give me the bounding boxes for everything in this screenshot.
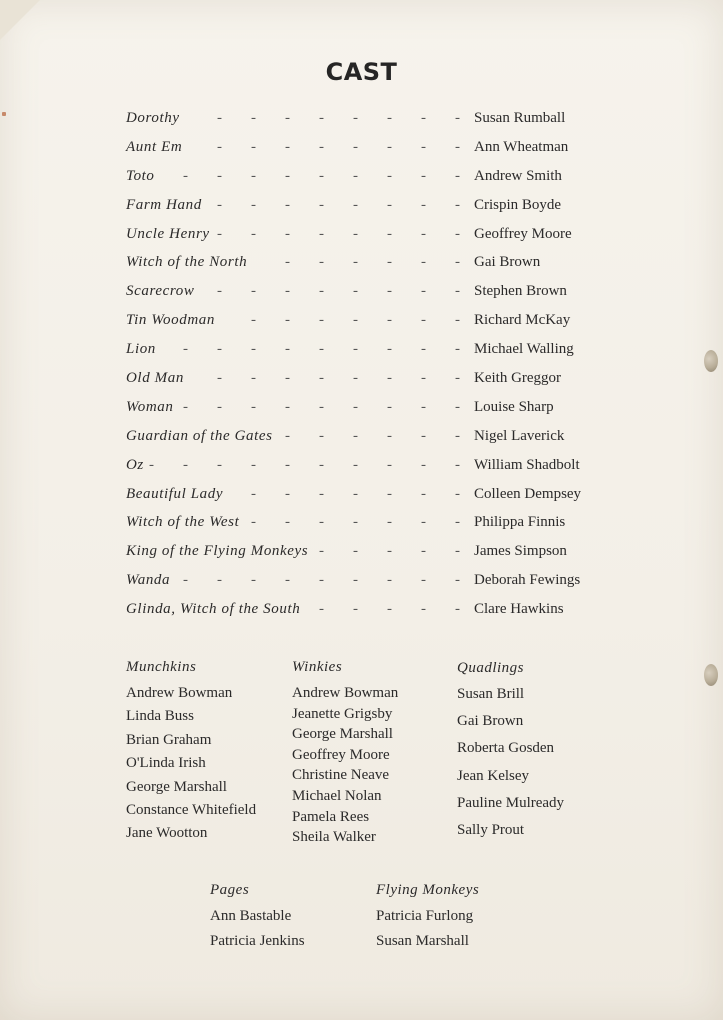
leader-dash: -: [319, 196, 324, 213]
cast-row: [126, 137, 596, 166]
group-member: Patricia Furlong: [376, 908, 474, 924]
cast-actor: Michael Walling: [474, 341, 574, 358]
leader-dash: -: [251, 312, 256, 329]
leader-dash: -: [285, 283, 290, 300]
leader-dash: -: [455, 370, 460, 387]
cast-row: [126, 541, 596, 570]
group-member: Susan Brill: [457, 686, 525, 702]
cast-actor: Andrew Smith: [474, 167, 562, 184]
group-member: Linda Buss: [126, 708, 194, 725]
cast-actor: Clare Hawkins: [474, 601, 564, 618]
cast-actor: Gai Brown: [474, 254, 541, 271]
leader-dash: -: [217, 283, 222, 300]
leader-dash: -: [421, 456, 426, 473]
leader-dash: -: [353, 572, 358, 589]
leader-dash: -: [217, 196, 222, 213]
leader-dash: -: [455, 225, 460, 242]
leader-dash: -: [421, 427, 426, 444]
leader-dash: -: [319, 110, 324, 126]
leader-dash: -: [353, 138, 358, 155]
leader-dash: -: [455, 196, 460, 213]
leader-dash: -: [353, 543, 358, 560]
group-member: Jane Wootton: [126, 825, 208, 842]
cast-actor: Louise Sharp: [474, 398, 554, 415]
cast-row: [126, 484, 596, 513]
cast-role: Tin Woodman: [126, 312, 215, 329]
leader-dash: -: [251, 370, 256, 387]
leader-dash: -: [353, 254, 358, 271]
leader-dash: -: [387, 196, 392, 213]
page-corner-fold: [0, 0, 40, 40]
cast-actor: Crispin Boyde: [474, 196, 562, 213]
leader-dash: -: [387, 398, 392, 415]
leader-dash: -: [455, 312, 460, 329]
group-flying-monkeys: [376, 880, 479, 956]
cast-role: Witch of the West: [126, 514, 240, 531]
leader-dash: -: [217, 225, 222, 242]
leader-dash: -: [421, 370, 426, 387]
cast-role: Oz: [126, 456, 144, 473]
group-winkies: [292, 657, 398, 848]
leader-dash: -: [251, 167, 256, 184]
group-member: Andrew Bowman: [126, 685, 233, 701]
leader-dash: -: [387, 138, 392, 155]
leader-dash: -: [421, 485, 426, 502]
group-member: Geoffrey Moore: [292, 746, 390, 763]
leader-dash: -: [319, 456, 324, 473]
leader-dash: -: [319, 225, 324, 242]
cast-actor: Keith Greggor: [474, 370, 562, 387]
leader-dash: -: [285, 514, 290, 531]
cast-role: Woman: [126, 398, 174, 415]
group-pages: [210, 880, 305, 956]
leader-dash: -: [421, 225, 426, 242]
group-member: Sally Prout: [457, 821, 525, 838]
leader-dash: -: [353, 225, 358, 242]
leader-dash: -: [421, 398, 426, 415]
leader-dash: -: [319, 167, 324, 184]
leader-dash: -: [251, 138, 256, 155]
group-heading: Quadlings: [457, 660, 525, 676]
cast-row: [126, 339, 596, 368]
leader-dash: -: [387, 601, 392, 618]
cast-list: [126, 108, 596, 628]
leader-dash: -: [387, 485, 392, 502]
group-member: Pamela Rees: [292, 808, 370, 825]
cast-row: [126, 281, 596, 310]
leader-dash: -: [353, 370, 358, 387]
leader-dash: -: [455, 283, 460, 300]
leader-dash: -: [319, 485, 324, 502]
group-member: Jean Kelsey: [457, 767, 530, 784]
leader-dash: -: [319, 341, 324, 358]
leader-dash: -: [251, 196, 256, 213]
cast-actor: Stephen Brown: [474, 283, 567, 300]
leader-dash: -: [387, 341, 392, 358]
leader-dash: -: [455, 572, 460, 589]
leader-dash: -: [455, 138, 460, 155]
leader-dash: -: [285, 110, 290, 126]
leader-dash: -: [217, 341, 222, 358]
leader-dash: -: [387, 427, 392, 444]
cast-row: [126, 426, 596, 455]
cast-row: [126, 512, 596, 541]
leader-dash: -: [353, 456, 358, 473]
cast-role: Scarecrow: [126, 283, 195, 300]
cast-role: Beautiful Lady: [126, 485, 224, 502]
leader-dash: -: [387, 514, 392, 531]
leader-dash: -: [285, 427, 290, 444]
leader-dash: -: [455, 485, 460, 502]
leader-dash: -: [353, 167, 358, 184]
leader-dash: -: [251, 572, 256, 589]
leader-dash: -: [353, 398, 358, 415]
cast-row: [126, 397, 596, 426]
leader-dash: -: [387, 167, 392, 184]
group-member: Patricia Jenkins: [210, 933, 305, 949]
group-member: Roberta Gosden: [457, 740, 555, 757]
leader-dash: -: [353, 312, 358, 329]
leader-dash: -: [319, 283, 324, 300]
cast-role: Witch of the North: [126, 254, 248, 271]
leader-dash: -: [251, 456, 256, 473]
leader-dash: -: [217, 138, 222, 155]
leader-dash: -: [387, 572, 392, 589]
leader-dash: -: [251, 398, 256, 415]
leader-dash: -: [455, 341, 460, 358]
leader-dash: -: [387, 543, 392, 560]
group-member: Christine Neave: [292, 767, 390, 784]
cast-actor: Philippa Finnis: [474, 514, 566, 531]
cast-actor: Nigel Laverick: [474, 427, 565, 444]
leader-dash: -: [183, 167, 188, 184]
leader-dash: -: [217, 110, 222, 126]
leader-dash: -: [353, 341, 358, 358]
leader-dash: -: [285, 312, 290, 329]
leader-dash: -: [319, 543, 324, 560]
leader-dash: -: [421, 110, 426, 126]
group-member: Jeanette Grigsby: [292, 705, 393, 722]
leader-dash: -: [285, 398, 290, 415]
leader-dash: -: [285, 196, 290, 213]
group-heading: Winkies: [292, 659, 343, 675]
cast-actor: Geoffrey Moore: [474, 225, 572, 242]
group-member: Michael Nolan: [292, 787, 382, 804]
group-member: George Marshall: [126, 778, 227, 795]
leader-dash: -: [387, 312, 392, 329]
page-title: CAST: [325, 58, 398, 86]
leader-dash: -: [421, 312, 426, 329]
leader-dash: -: [455, 110, 460, 126]
cast-actor: William Shadbolt: [474, 456, 580, 473]
leader-dash: -: [183, 341, 188, 358]
cast-row: [126, 599, 596, 628]
punch-hole-bottom: [704, 664, 718, 686]
leader-dash: -: [353, 427, 358, 444]
leader-dash: -: [353, 196, 358, 213]
leader-dash: -: [217, 370, 222, 387]
leader-dash: -: [217, 572, 222, 589]
group-quadlings: [457, 658, 564, 847]
paper-mark: [2, 112, 6, 116]
group-member: Sheila Walker: [292, 829, 376, 846]
leader-dash: -: [455, 456, 460, 473]
leader-dash: -: [353, 601, 358, 618]
cast-actor: James Simpson: [474, 543, 567, 560]
leader-dash: -: [251, 225, 256, 242]
group-heading: Munchkins: [126, 659, 197, 675]
leader-dash: -: [319, 138, 324, 155]
leader-dash: -: [285, 456, 290, 473]
group-member: Brian Graham: [126, 731, 212, 748]
group-member: Ann Bastable: [210, 908, 292, 924]
leader-dash: -: [319, 572, 324, 589]
leader-dash: -: [421, 196, 426, 213]
leader-dash: -: [251, 283, 256, 300]
group-member: Gai Brown: [457, 713, 524, 730]
cast-actor: Susan Rumball: [474, 110, 566, 126]
leader-dash: -: [285, 485, 290, 502]
leader-dash: -: [183, 572, 188, 589]
cast-role: Guardian of the Gates: [126, 427, 273, 444]
group-heading: Flying Monkeys: [376, 882, 480, 898]
leader-dash: -: [387, 283, 392, 300]
group-member: Susan Marshall: [376, 933, 469, 949]
leader-dash: -: [387, 254, 392, 271]
cast-role: Aunt Em: [126, 138, 183, 155]
cast-row: [126, 368, 596, 397]
leader-dash: -: [353, 485, 358, 502]
cast-actor: Ann Wheatman: [474, 138, 569, 155]
leader-dash: -: [319, 312, 324, 329]
leader-dash: -: [421, 283, 426, 300]
leader-dash: -: [387, 225, 392, 242]
leader-dash: -: [421, 572, 426, 589]
group-member: Constance Whitefield: [126, 801, 257, 818]
punch-hole-top: [704, 350, 718, 372]
cast-role: Dorothy: [126, 110, 180, 126]
leader-dash: -: [285, 341, 290, 358]
leader-dash: -: [285, 254, 290, 271]
leader-dash: -: [251, 110, 256, 126]
leader-dash: -: [319, 370, 324, 387]
leader-dash: -: [421, 514, 426, 531]
leader-dash: -: [455, 398, 460, 415]
group-munchkins: [126, 657, 256, 847]
group-member: George Marshall: [292, 726, 393, 743]
leader-dash: -: [217, 398, 222, 415]
leader-dash: -: [149, 456, 154, 473]
leader-dash: -: [421, 138, 426, 155]
cast-role: King of the Flying Monkeys: [126, 543, 309, 560]
group-member: Andrew Bowman: [292, 685, 399, 701]
leader-dash: -: [353, 110, 358, 126]
cast-role: Farm Hand: [126, 196, 202, 213]
leader-dash: -: [319, 427, 324, 444]
leader-dash: -: [421, 167, 426, 184]
group-member: O'Linda Irish: [126, 755, 206, 772]
cast-row: [126, 224, 596, 253]
cast-row: [126, 195, 596, 224]
leader-dash: -: [387, 370, 392, 387]
group-heading: Pages: [210, 882, 250, 898]
leader-dash: -: [183, 456, 188, 473]
leader-dash: -: [353, 514, 358, 531]
cast-actor: Richard McKay: [474, 312, 571, 329]
leader-dash: -: [421, 543, 426, 560]
cast-actor: Deborah Fewings: [474, 572, 581, 589]
leader-dash: -: [455, 514, 460, 531]
group-member: Pauline Mulready: [457, 794, 565, 811]
cast-row: [126, 108, 596, 137]
leader-dash: -: [285, 138, 290, 155]
leader-dash: -: [387, 456, 392, 473]
leader-dash: -: [251, 341, 256, 358]
cast-role: Toto: [126, 167, 155, 184]
cast-role: Uncle Henry: [126, 225, 210, 242]
leader-dash: -: [455, 601, 460, 618]
leader-dash: -: [319, 514, 324, 531]
leader-dash: -: [319, 398, 324, 415]
leader-dash: -: [251, 485, 256, 502]
cast-role: Lion: [126, 341, 156, 358]
leader-dash: -: [285, 225, 290, 242]
leader-dash: -: [421, 254, 426, 271]
leader-dash: -: [285, 167, 290, 184]
cast-role: Old Man: [126, 370, 184, 387]
leader-dash: -: [455, 543, 460, 560]
leader-dash: -: [319, 254, 324, 271]
cast-actor: Colleen Dempsey: [474, 485, 582, 502]
leader-dash: -: [285, 370, 290, 387]
leader-dash: -: [455, 254, 460, 271]
leader-dash: -: [455, 427, 460, 444]
leader-dash: -: [319, 601, 324, 618]
cast-row: [126, 570, 596, 599]
cast-role: Wanda: [126, 572, 171, 589]
leader-dash: -: [421, 601, 426, 618]
cast-row: [126, 310, 596, 339]
leader-dash: -: [421, 341, 426, 358]
leader-dash: -: [183, 398, 188, 415]
leader-dash: -: [353, 283, 358, 300]
cast-row: [126, 455, 596, 484]
leader-dash: -: [387, 110, 392, 126]
cast-role: Glinda, Witch of the South: [126, 601, 301, 618]
leader-dash: -: [217, 167, 222, 184]
cast-row: [126, 166, 596, 195]
leader-dash: -: [455, 167, 460, 184]
cast-row: [126, 252, 596, 281]
leader-dash: -: [217, 456, 222, 473]
leader-dash: -: [251, 514, 256, 531]
leader-dash: -: [285, 572, 290, 589]
